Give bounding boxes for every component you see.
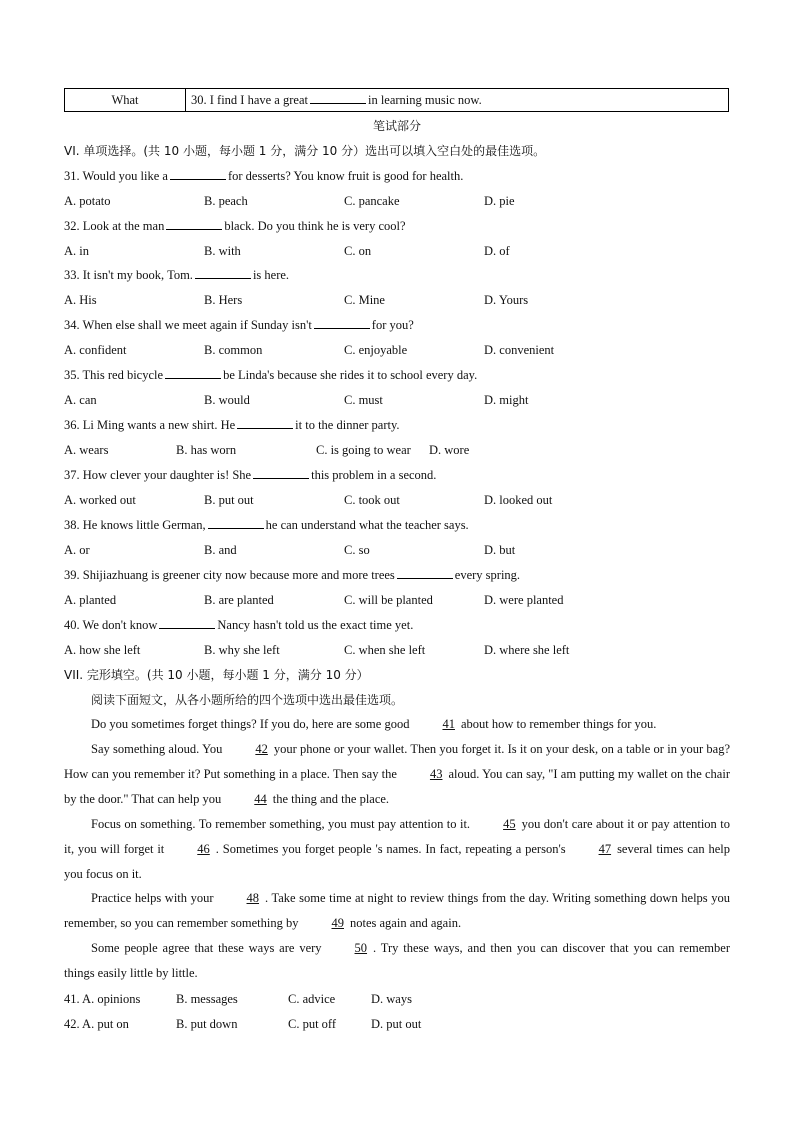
q36-pre: 36. Li Ming wants a new shirt. He	[64, 418, 236, 432]
q39-option-a: A. planted	[64, 593, 117, 607]
q41-option-a: 41. A. opinions	[64, 992, 141, 1006]
q33-option-d: D. Yours	[484, 293, 529, 307]
q37-option-b: B. put out	[204, 493, 254, 507]
section-6-header: VI. 单项选择。(共 10 小题，每小题 1 分，满分 10 分）选出可以填入空白处的最佳选项。	[64, 144, 546, 158]
question-38	[64, 517, 469, 533]
q30-text-pre: 30. I find I have a great	[191, 93, 308, 107]
q33-option-a: A. His	[64, 293, 97, 307]
q31-pre: 31. Would you like a	[64, 169, 168, 183]
p1-text-b: about how to remember things for you.	[460, 717, 657, 731]
q38-option-b: B. and	[204, 543, 237, 557]
q41-option-b: B. messages	[176, 992, 238, 1006]
question-36	[64, 417, 400, 433]
p3-text-a: Focus on something. To remember something, you must pay attention to it.	[91, 817, 471, 831]
q36-option-c: C. is going to wear	[316, 443, 411, 457]
q40-option-d: D. where she left	[484, 643, 570, 657]
passage-paragraph-1	[64, 712, 730, 737]
question-40	[64, 617, 413, 633]
q35-blank	[165, 367, 221, 379]
q34-pre: 34. When else shall we meet again if Sunday isn't	[64, 318, 312, 332]
q32-option-b: B. with	[204, 244, 241, 258]
question-34	[64, 317, 414, 333]
q42-option-c: C. put off	[288, 1017, 337, 1031]
q42-option-d: D. put out	[371, 1017, 422, 1031]
q30-blank	[310, 92, 366, 104]
question-35	[64, 367, 477, 383]
blank-45: 45	[503, 817, 516, 831]
p4-text-c: notes again and again.	[350, 916, 462, 930]
q36-blank	[237, 417, 293, 429]
q31-option-a: A. potato	[64, 194, 111, 208]
q32-blank	[166, 218, 222, 230]
q30-text-post: in learning music now.	[367, 93, 482, 107]
q31-option-d: D. pie	[484, 194, 515, 208]
q39-blank	[397, 567, 453, 579]
blank-48: 48	[246, 891, 260, 905]
q36-option-d: D. wore	[429, 443, 470, 457]
table-row	[65, 89, 729, 112]
p2-text-b: your phone or your wallet. Then you forget it. Is it on your desk, on a table or in your bag? How can you remember it? Put something in a place. Then say the	[64, 742, 730, 781]
table-cell-what: What	[65, 89, 186, 112]
section-7-header: VII. 完形填空。(共 10 小题，每小题 1 分，满分 10 分）	[64, 668, 369, 682]
q35-option-b: B. would	[204, 393, 250, 407]
q41-option-c: C. advice	[288, 992, 336, 1006]
q37-blank	[253, 467, 309, 479]
blank-44: 44	[254, 792, 267, 806]
section-title: 笔试部分	[372, 119, 421, 133]
q32-post: black. Do you think he is very cool?	[224, 219, 406, 233]
table-cell-question-30	[186, 89, 729, 112]
q36-option-b: B. has worn	[176, 443, 237, 457]
q38-option-a: A. or	[64, 543, 90, 557]
q38-post: he can understand what the teacher says.	[265, 518, 469, 532]
q40-blank	[159, 617, 215, 629]
p4-text-b: . Take some time at night to review things from the day. Writing something down helps you remember, so you can remember something by	[64, 891, 730, 930]
q37-post: this problem in a second.	[311, 468, 437, 482]
q40-post: Nancy hasn't told us the exact time yet.	[217, 618, 414, 632]
q33-blank	[195, 267, 251, 279]
q32-pre: 32. Look at the man	[64, 219, 165, 233]
q42-option-a: 42. A. put on	[64, 1017, 129, 1031]
q35-post: be Linda's because she rides it to school every day.	[223, 368, 478, 382]
q39-option-c: C. will be planted	[344, 593, 433, 607]
q39-option-b: B. are planted	[204, 593, 274, 607]
p2-text-c: aloud. You can say, "I am putting my wallet on the chair by the door." That can help you	[64, 767, 730, 806]
q37-option-c: C. took out	[344, 493, 400, 507]
blank-49: 49	[331, 916, 344, 930]
passage-paragraph-5	[64, 936, 730, 986]
q33-option-c: C. Mine	[344, 293, 385, 307]
q34-option-d: D. convenient	[484, 343, 555, 357]
p2-text-d: the thing and the place.	[272, 792, 390, 806]
p3-text-c: . Sometimes you forget people 's names. In fact, repeating a person's	[215, 842, 566, 856]
q35-pre: 35. This red bicycle	[64, 368, 164, 382]
q31-post: for desserts? You know fruit is good for health.	[227, 169, 464, 183]
q33-pre: 33. It isn't my book, Tom.	[64, 268, 193, 282]
q39-option-d: D. were planted	[484, 593, 564, 607]
q37-pre: 37. How clever your daughter is! She	[64, 468, 252, 482]
q40-pre: 40. We don't know	[64, 618, 158, 632]
q35-option-c: C. must	[344, 393, 383, 407]
q38-pre: 38. He knows little German,	[64, 518, 206, 532]
passage-paragraph-3	[64, 812, 730, 887]
p5-text-b: . Try these ways, and then you can discover that you can remember things easily little by little.	[64, 941, 730, 980]
p1-text-a: Do you sometimes forget things? If you do, here are some good	[91, 717, 410, 731]
q41-option-d: D. ways	[371, 992, 412, 1006]
blank-41: 41	[442, 717, 455, 731]
blank-50: 50	[354, 941, 368, 955]
q32-option-c: C. on	[344, 244, 372, 258]
question-32	[64, 218, 406, 234]
question-39	[64, 567, 520, 583]
blank-42: 42	[255, 742, 268, 756]
q33-option-b: B. Hers	[204, 293, 243, 307]
p4-text-a: Practice helps with your	[91, 891, 214, 905]
q32-option-a: A. in	[64, 244, 89, 258]
q32-option-d: D. of	[484, 244, 510, 258]
q36-post: it to the dinner party.	[295, 418, 400, 432]
blank-43: 43	[429, 767, 443, 781]
blank-46: 46	[197, 842, 210, 856]
q35-option-a: A. can	[64, 393, 97, 407]
q37-option-a: A. worked out	[64, 493, 136, 507]
q34-option-b: B. common	[204, 343, 263, 357]
q39-pre: 39. Shijiazhuang is greener city now because more and more trees	[64, 568, 395, 582]
blank-47: 47	[598, 842, 612, 856]
q34-blank	[314, 317, 370, 329]
p3-text-b: you don't care about it or pay attention to it, you will forget it	[64, 817, 731, 856]
q38-option-c: C. so	[344, 543, 370, 557]
q34-post: for you?	[371, 318, 414, 332]
q37-option-d: D. looked out	[484, 493, 553, 507]
question-33	[64, 267, 289, 283]
q42-option-b: B. put down	[176, 1017, 238, 1031]
q40-option-c: C. when she left	[344, 643, 426, 657]
answer-table	[64, 88, 729, 112]
q35-option-d: D. might	[484, 393, 529, 407]
passage-paragraph-2	[64, 737, 730, 812]
q40-option-b: B. why she left	[204, 643, 280, 657]
q31-option-b: B. peach	[204, 194, 248, 208]
question-31	[64, 168, 463, 184]
q31-option-c: C. pancake	[344, 194, 400, 208]
p3-text-d: several times can help you focus on it.	[64, 842, 730, 881]
q34-option-c: C. enjoyable	[344, 343, 408, 357]
question-37	[64, 467, 436, 483]
q38-blank	[208, 517, 264, 529]
q33-post: is here.	[252, 268, 290, 282]
q34-option-a: A. confident	[64, 343, 127, 357]
section-7-instruction: 阅读下面短文，从各小题所给的四个选项中选出最佳选项。	[91, 693, 404, 707]
p5-text-a: Some people agree that these ways are very	[91, 941, 322, 955]
q38-option-d: D. but	[484, 543, 516, 557]
q36-option-a: A. wears	[64, 443, 109, 457]
q39-post: every spring.	[454, 568, 521, 582]
q40-option-a: A. how she left	[64, 643, 141, 657]
p2-text-a: Say something aloud. You	[91, 742, 223, 756]
q31-blank	[170, 168, 226, 180]
passage-paragraph-4	[64, 886, 730, 936]
